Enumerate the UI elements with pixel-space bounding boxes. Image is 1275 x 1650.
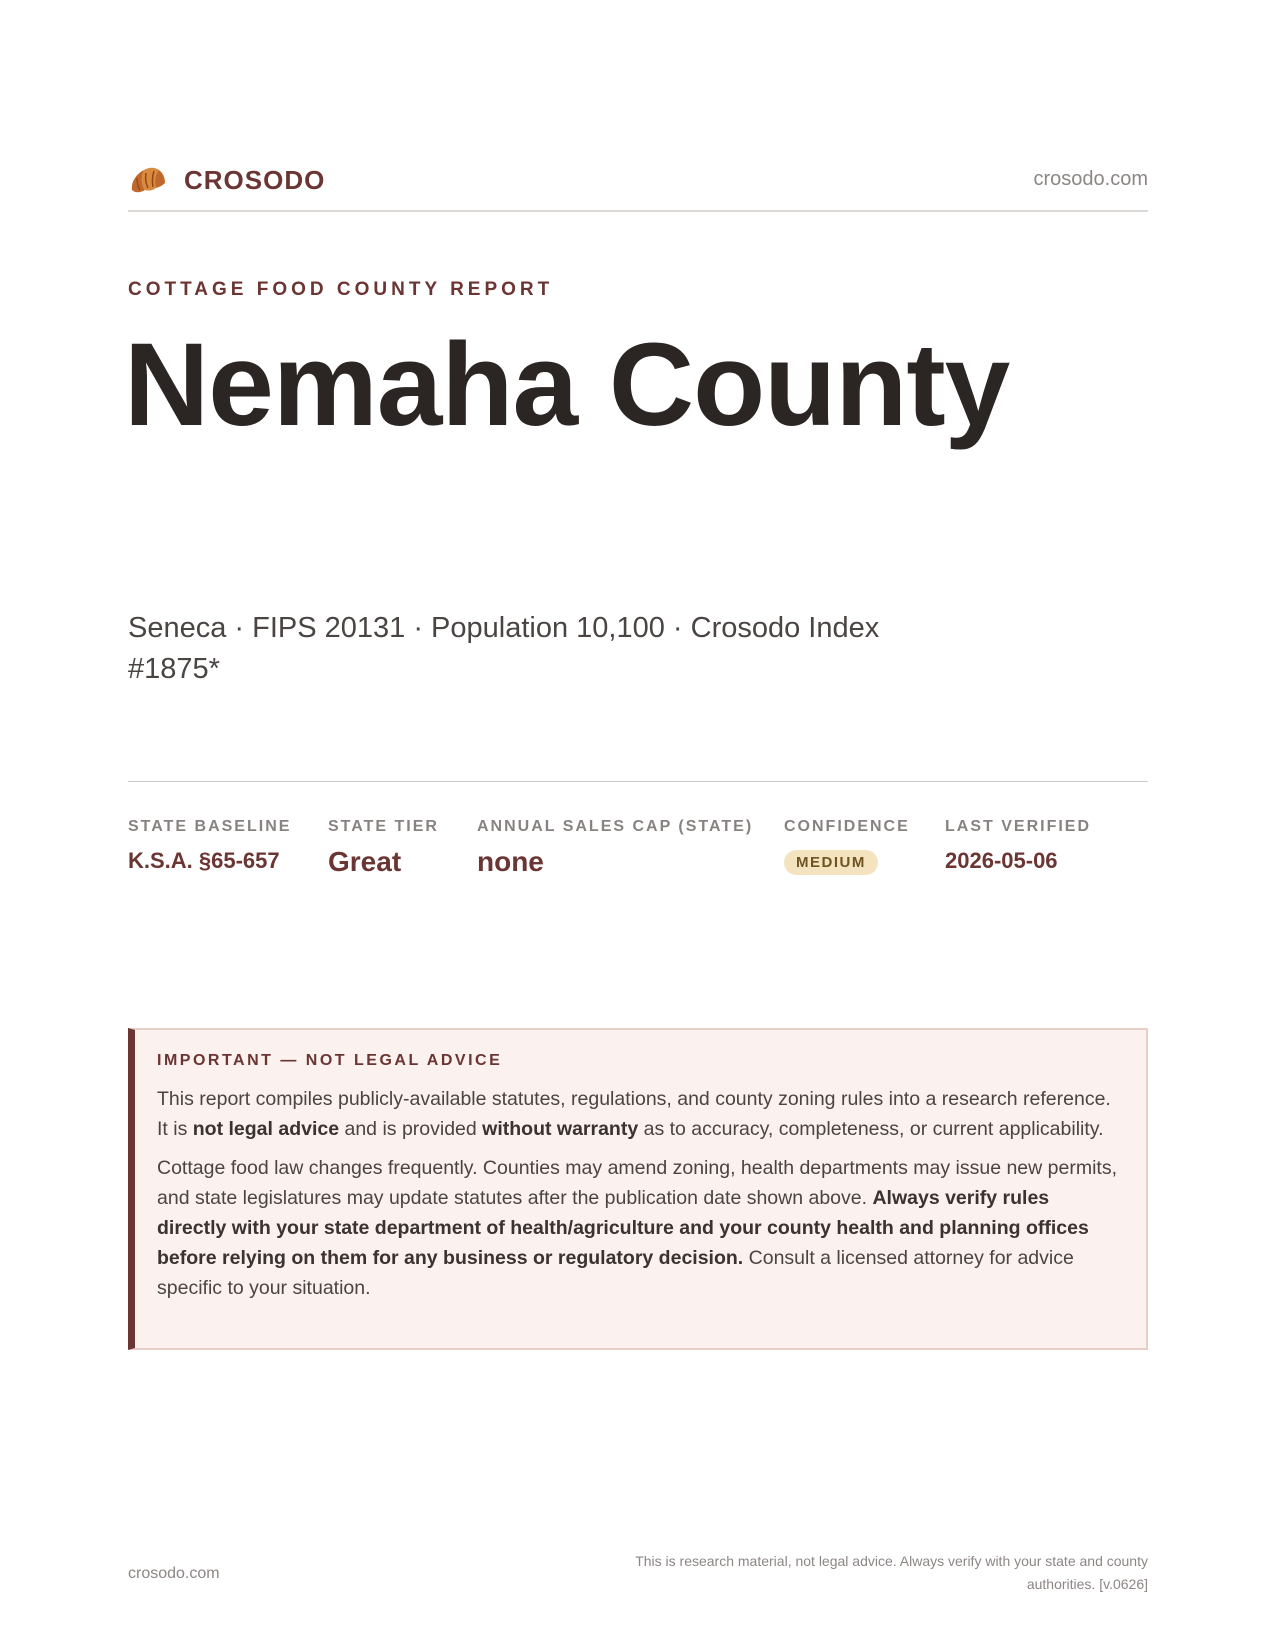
croissant-icon — [128, 160, 168, 200]
notice-paragraph-2 — [157, 1153, 1122, 1303]
stat-last-verified — [945, 818, 1091, 874]
page-title: Nemaha County — [124, 319, 1010, 451]
stat-annual-sales-cap — [477, 818, 753, 878]
stat-label: CONFIDENCE — [784, 818, 910, 835]
stat-confidence — [784, 818, 910, 875]
stat-label: STATE BASELINE — [128, 818, 292, 835]
stat-value: none — [477, 846, 544, 877]
stat-label: STATE TIER — [328, 818, 439, 835]
stat-value: Great — [328, 846, 402, 877]
county-summary: Seneca · FIPS 20131 · Population 10,100 · Crosodo Index #1875* — [128, 612, 880, 685]
footer-site-link[interactable]: crosodo.com — [128, 1565, 220, 1582]
legal-notice — [128, 1028, 1148, 1350]
section-divider — [128, 781, 1148, 782]
stat-label: LAST VERIFIED — [945, 818, 1092, 835]
notice-emphasis: not legal advice — [192, 1118, 340, 1140]
notice-text: This report compiles publicly-available statutes, regulations, and county zoning rules into a research reference. It is — [157, 1088, 1111, 1140]
report-page — [124, 0, 1148, 1650]
notice-text: Consult a licensed attorney for advice specific to your situation. — [157, 1247, 1074, 1299]
stat-label: ANNUAL SALES CAP (STATE) — [477, 818, 754, 835]
stat-value: K.S.A. §65-657 — [128, 848, 280, 873]
confidence-badge: MEDIUM — [784, 850, 878, 875]
footer-disclaimer: This is research material, not legal advice. Always verify with your state and county authorities. [v.0626] — [635, 1553, 1148, 1592]
stat-state-baseline — [128, 818, 291, 874]
notice-emphasis: without warranty — [482, 1118, 639, 1140]
header-site-link[interactable]: crosodo.com — [1033, 168, 1148, 190]
notice-title: IMPORTANT — NOT LEGAL ADVICE — [157, 1052, 503, 1069]
notice-text: Cottage food law changes frequently. Counties may amend zoning, health departments may issue new permits, and state legislatures may update statutes after the publication date shown above. — [157, 1157, 1117, 1209]
notice-text: and is provided — [339, 1118, 483, 1140]
brand[interactable] — [128, 160, 325, 200]
notice-paragraph-1 — [157, 1084, 1122, 1144]
notice-text: as to accuracy, completeness, or current applicability. — [638, 1118, 1104, 1140]
page-header — [128, 158, 1148, 208]
brand-name: CROSODO — [184, 164, 326, 195]
report-eyebrow: COTTAGE FOOD COUNTY REPORT — [128, 279, 554, 300]
notice-emphasis: Always verify rules directly with your state department of health/agriculture and your county health and planning offices before relying on them for any business or regulatory decision. — [157, 1187, 1089, 1269]
stat-state-tier — [328, 818, 439, 878]
stat-value: 2026-05-06 — [945, 848, 1058, 873]
header-divider — [128, 210, 1148, 212]
